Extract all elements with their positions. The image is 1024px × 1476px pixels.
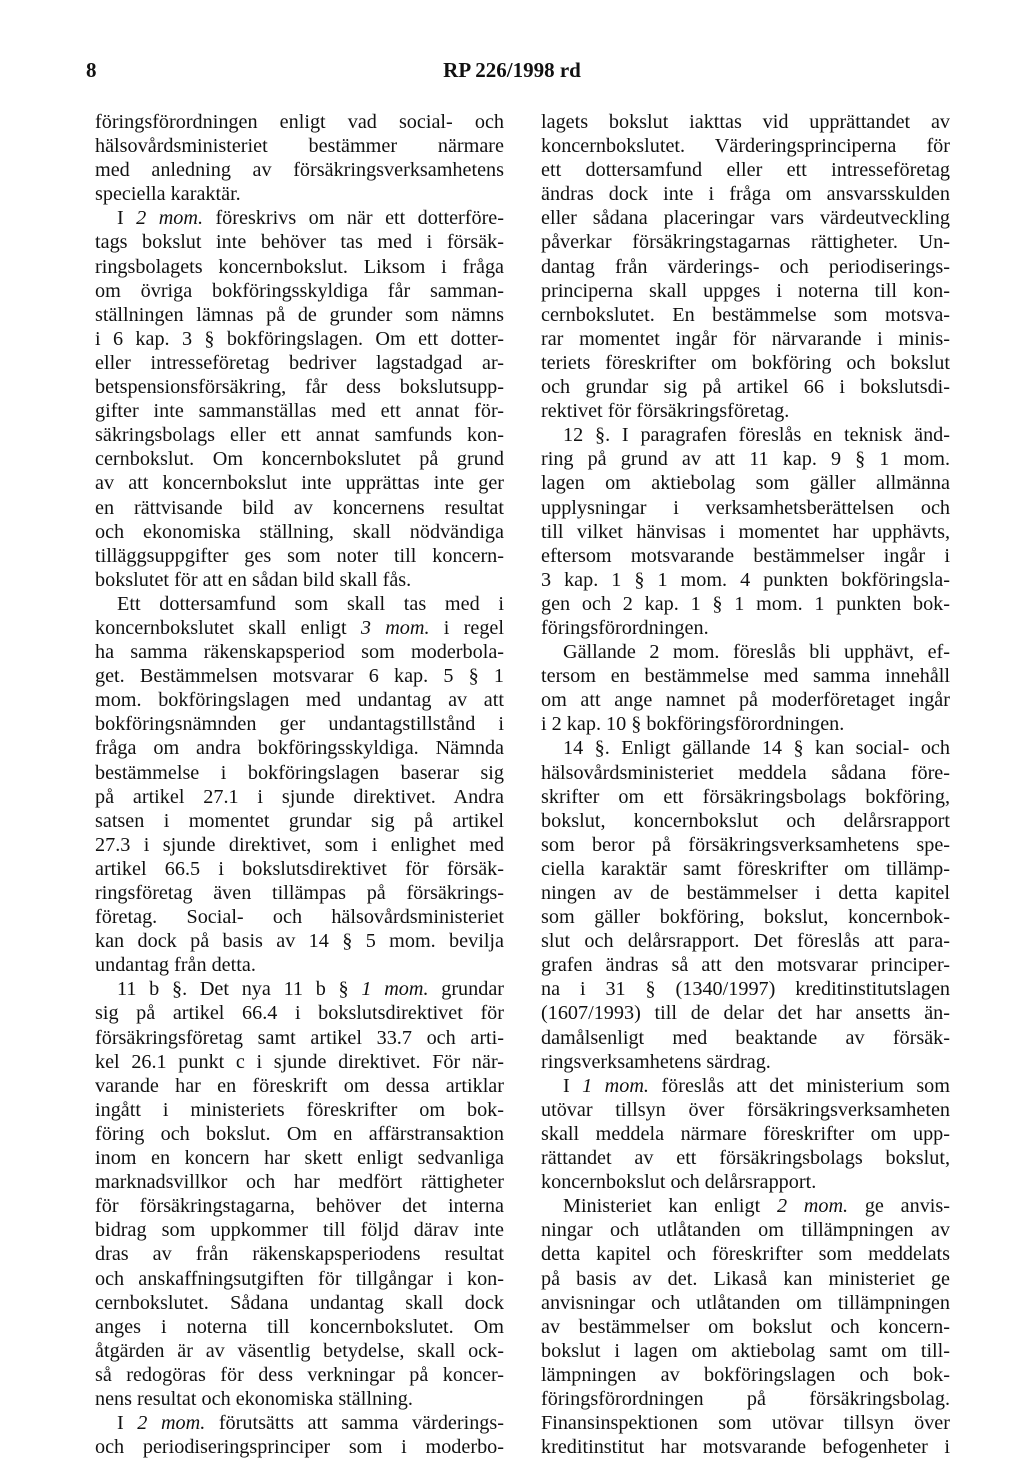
text-line: försäkringsföretag samt artikel 33.7 och arti- bbox=[95, 1026, 504, 1049]
text-line: ställningen lämnas på de grunder som nämns bbox=[95, 303, 504, 326]
text-line: som gäller bokföring, bokslut, koncernbok- bbox=[541, 906, 950, 929]
text-line: bidrag som uppkommer till följd därav inte bbox=[95, 1219, 504, 1242]
text-line: för försäkringstagarna, behöver det interna bbox=[95, 1195, 504, 1218]
text-line: cernbokslut. Om koncernbokslutet på grund bbox=[95, 448, 504, 471]
right-text-column bbox=[541, 110, 950, 1459]
text-line: betspensionsförsäkring, får dess bokslutsupp- bbox=[95, 376, 504, 399]
text-line: grafen ändras så att den motsvarar principer- bbox=[541, 954, 950, 977]
text-line: i 2 kap. 10 § bokföringsförordningen. bbox=[541, 713, 845, 736]
text-line: gifter inte sammanställas med ett annat för- bbox=[95, 400, 504, 423]
text-line: na i 31 § (1340/1997) kreditinstitutslagen bbox=[541, 978, 950, 1001]
text-line: slut och delårsrapport. Det föreslås att para- bbox=[541, 930, 950, 953]
text-line: hälsovårdsministeriet bestämmer närmare bbox=[95, 135, 504, 158]
text-line: ändras dock inte i fråga om ansvarsskulden bbox=[541, 183, 950, 206]
text-line: om att ange namnet på moderföretaget ingår bbox=[541, 689, 950, 712]
text-line: koncernbokslut och delårsrapport. bbox=[541, 1171, 817, 1194]
text-line: tersom en bestämmelse med samma innehåll bbox=[541, 665, 950, 688]
text-line: av att koncernbokslut inte upprättas inte ger bbox=[95, 472, 504, 495]
text-line: dras av från räkenskapsperiodens resultat bbox=[95, 1243, 504, 1266]
text-line: av bestämmelser om bokslut och koncern- bbox=[541, 1315, 950, 1338]
text-line: föringsförordningen. bbox=[541, 616, 709, 639]
text-line: 3 kap. 1 § 1 mom. 4 punkten bokföringsla- bbox=[541, 568, 950, 591]
text-line: fråga om andra bokföringsskyldiga. Nämnda bbox=[95, 737, 504, 760]
text-line: (1607/1993) till de delar det har ansetts än- bbox=[541, 1002, 950, 1025]
text-line: föring och bokslut. Om en affärstransaktion bbox=[95, 1122, 504, 1145]
text-line: I 1 mom. föreslås att det ministerium som bbox=[563, 1074, 950, 1097]
left-text-column bbox=[95, 110, 504, 1459]
text-line: get. Bestämmelsen motsvarar 6 kap. 5 § 1 bbox=[95, 665, 504, 688]
text-line: mom. bokföringslagen med undantag av att bbox=[95, 689, 504, 712]
text-line: föringsförordningen enligt vad social- och bbox=[95, 111, 504, 133]
text-line: bokslutet för att en sådan bild skall fås. bbox=[95, 568, 412, 591]
text-line: Ministeriet kan enligt 2 mom. ge anvis- bbox=[563, 1195, 950, 1218]
text-line: inom en koncern har skett enligt sedvanliga bbox=[95, 1147, 504, 1170]
text-line: cernbokslutet. En bestämmelse som motsva- bbox=[541, 303, 950, 326]
text-line: Finansinspektionen som utövar tillsyn över bbox=[541, 1412, 950, 1435]
text-line: ningen av de bestämmelser i detta kapitel bbox=[541, 882, 950, 904]
text-line: påverkar försäkringstagarnas rättigheter. Un- bbox=[541, 231, 950, 254]
text-line: kel 26.1 punkt c i sjunde direktivet. För när- bbox=[95, 1050, 504, 1073]
text-line: säkringsbolags eller ett annat samfunds kon- bbox=[95, 424, 504, 447]
text-line: ringsbolagets koncernbokslut. Liksom i fråga bbox=[95, 255, 504, 278]
text-line: ett dottersamfund eller ett intresseföretag bbox=[541, 159, 950, 182]
text-line: lagen om aktiebolag som gäller allmänna bbox=[541, 472, 950, 495]
text-line: teriets föreskrifter om bokföring och bokslut bbox=[541, 351, 950, 374]
text-line: ringsverksamhetens särdrag. bbox=[541, 1050, 771, 1073]
text-line: koncernbokslutet. Värderingsprinciperna för bbox=[541, 135, 950, 158]
text-line: bokföringsnämnden ger undantagstillstånd i bbox=[95, 713, 504, 736]
text-line: Ett dottersamfund som skall tas med i bbox=[117, 592, 504, 615]
text-line: lämpningen av bokföringslagen och bok- bbox=[541, 1363, 950, 1386]
text-line: bestämmelse i bokföringslagen baserar sig bbox=[95, 761, 504, 784]
text-line: ciella karaktär samt föreskrifter om tillämp- bbox=[541, 857, 950, 880]
document-identifier: RP 226/1998 rd bbox=[443, 58, 581, 82]
text-line: utövar tillsyn över försäkringsverksamheten bbox=[541, 1098, 950, 1121]
text-line: speciella karaktär. bbox=[95, 183, 241, 206]
text-line: 27.3 i sjunde direktivet, som i enlighet med bbox=[95, 833, 504, 856]
text-line: rar momentet ingår för närvarande i minis- bbox=[541, 327, 950, 350]
text-line: detta kapitel och föreskrifter som meddelats bbox=[541, 1243, 950, 1266]
text-line: på artikel 27.1 i sjunde direktivet. Andra bbox=[95, 785, 504, 808]
text-line: eller sådana placeringar vars värdeutveckling bbox=[541, 207, 950, 230]
text-line: damålsenligt med beaktande av försäk- bbox=[541, 1026, 950, 1049]
text-line: om övriga bokföringsskyldiga får samman- bbox=[95, 279, 504, 302]
text-line: ha samma räkenskapsperiod som moderbola- bbox=[95, 641, 504, 664]
text-line: ningar och utlåtanden om tillämpningen av bbox=[541, 1219, 950, 1242]
text-line: anvisningar och utlåtanden om tillämpningen bbox=[541, 1291, 950, 1314]
text-line: 12 §. I paragrafen föreslås en teknisk änd- bbox=[563, 424, 950, 447]
text-line: skall meddela närmare föreskrifter om upp- bbox=[541, 1122, 950, 1145]
text-line: företag. Social- och hälsovårdsministeriet bbox=[95, 906, 504, 929]
text-line: till vilket hänvisas i momentet har upphävts, bbox=[541, 520, 950, 543]
text-line: kreditinstitut har motsvarande befogenheter i bbox=[541, 1436, 950, 1459]
text-line: hälsovårdsministeriet meddela sådana före- bbox=[541, 761, 950, 784]
text-line: eller intresseföretag bedriver lagstadgad ar- bbox=[95, 351, 504, 374]
text-line: och grundar sig på artikel 66 i bokslutsdi- bbox=[541, 376, 950, 399]
text-line: tilläggsuppgifter ges som noter till koncern- bbox=[95, 544, 504, 567]
text-line: dantag från värderings- och periodiserings- bbox=[541, 255, 950, 278]
text-line: och ekonomiska ställning, skall nödvändiga bbox=[95, 520, 504, 543]
text-line: bokslut i lagen om aktiebolag samt om till- bbox=[541, 1339, 950, 1362]
text-line: I 2 mom. föreskrivs om när ett dotterföre- bbox=[117, 207, 504, 230]
text-line: koncernbokslutet skall enligt 3 mom. i regel bbox=[95, 616, 504, 639]
text-line: artikel 66.5 i bokslutsdirektivet för försäk- bbox=[95, 857, 504, 880]
text-line: med anledning av försäkringsverksamhetens bbox=[95, 159, 504, 182]
text-line: I 2 mom. förutsätts att samma värderings- bbox=[117, 1412, 504, 1435]
text-line: och anskaffningsutgiften för tillgångar i kon- bbox=[95, 1267, 504, 1290]
text-line: sig på artikel 66.4 i bokslutsdirektivet för bbox=[95, 1002, 504, 1025]
text-line: tags bokslut inte behöver tas med i försäk- bbox=[95, 231, 504, 254]
text-line: satsen i momentet grundar sig på artikel bbox=[95, 809, 504, 832]
text-line: gen och 2 kap. 1 § 1 mom. 1 punkten bok- bbox=[541, 592, 950, 615]
text-line: varande har en föreskrift om dessa artiklar bbox=[95, 1074, 504, 1097]
text-line: lagets bokslut iakttas vid upprättandet av bbox=[541, 111, 950, 133]
text-line: anges i noterna till koncernbokslutet. Om bbox=[95, 1315, 504, 1338]
text-line: föringsförordningen på försäkringsbolag. bbox=[541, 1387, 950, 1410]
text-line: åtgärden är av väsentlig betydelse, skall ock- bbox=[95, 1339, 504, 1362]
text-line: som beror på försäkringsverksamhetens spe- bbox=[541, 833, 950, 856]
text-line: upplysningar i verksamhetsberättelsen och bbox=[541, 496, 950, 519]
text-line: och periodiseringsprinciper som i moderbo- bbox=[95, 1436, 504, 1459]
text-line: nens resultat och ekonomiska ställning. bbox=[95, 1387, 413, 1410]
text-line: 14 §. Enligt gällande 14 § kan social- och bbox=[563, 737, 950, 760]
text-line: rättandet av ett försäkringsbolags bokslut, bbox=[541, 1147, 950, 1170]
text-line: en rättvisande bild av koncernens resultat bbox=[95, 496, 504, 519]
text-line: på basis av det. Likaså kan ministeriet ge bbox=[541, 1267, 950, 1290]
text-line: bokslut, koncernbokslut och delårsrapport bbox=[541, 809, 950, 832]
text-line: ingått i ministeriets föreskrifter om bok- bbox=[95, 1098, 504, 1121]
text-line: 11 b §. Det nya 11 b § 1 mom. grundar bbox=[117, 978, 505, 1001]
text-line: ringsföretag även tillämpas på försäkrings- bbox=[95, 882, 504, 904]
text-line: rektivet för försäkringsföretag. bbox=[541, 400, 790, 423]
text-line: skrifter om ett försäkringsbolags bokföring, bbox=[541, 785, 950, 808]
text-line: undantag från detta. bbox=[95, 954, 256, 977]
text-line: eftersom motsvarande bestämmelser ingår i bbox=[541, 544, 950, 567]
text-line: Gällande 2 mom. föreslås bli upphävt, ef- bbox=[563, 641, 950, 664]
text-line: principerna skall uppges i noterna till kon- bbox=[541, 279, 950, 302]
text-line: i 6 kap. 3 § bokföringslagen. Om ett dotter- bbox=[95, 327, 504, 350]
page-number: 8 bbox=[86, 58, 97, 82]
text-line: kan dock på basis av 14 § 5 mom. bevilja bbox=[95, 930, 504, 953]
text-line: så redogöras för dess verkningar på koncer- bbox=[95, 1363, 504, 1386]
text-line: cernbokslutet. Sådana undantag skall dock bbox=[95, 1291, 504, 1314]
text-line: ring på grund av att 11 kap. 9 § 1 mom. bbox=[541, 448, 950, 471]
text-line: marknadsvillkor och har medfört rättigheter bbox=[95, 1171, 504, 1194]
